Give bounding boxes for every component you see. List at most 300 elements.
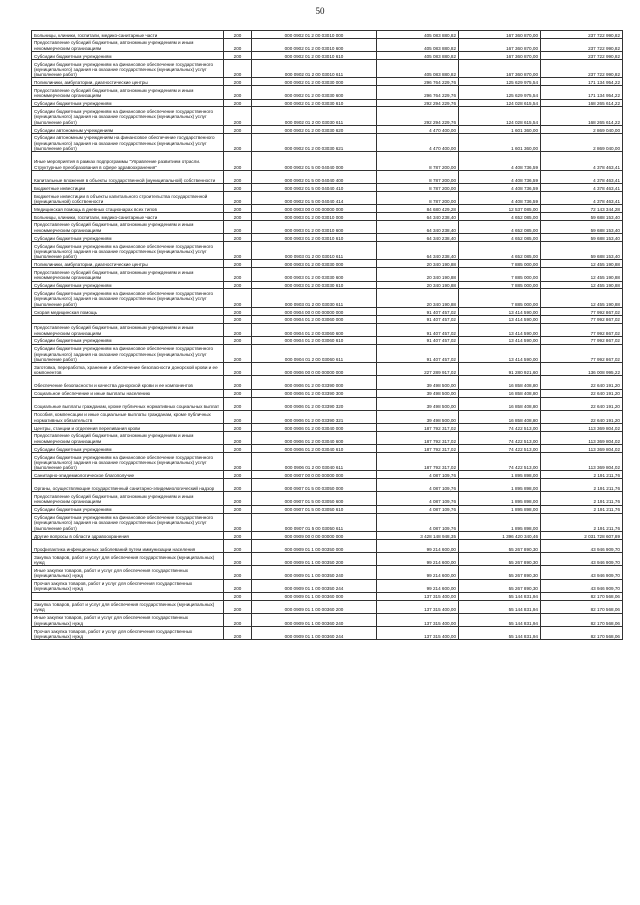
table-row [32, 410, 623, 423]
row-name: Профилактика инфекционных заболеваний путем иммунизации населения [32, 539, 224, 552]
row-approved: 91 407 457,02 [377, 323, 459, 336]
row-name: Скорая медицинская помощь [32, 307, 224, 315]
table-row [32, 184, 623, 192]
row-unexecuted: 2 191 211,76 [541, 492, 623, 505]
row-line-code: 200 [224, 513, 252, 532]
row-executed: 13 414 590,00 [459, 307, 541, 315]
row-name: Социальные выплаты гражданам, кроме публичных нормативных социальных выплат [32, 397, 224, 410]
row-unexecuted: 4 378 463,41 [541, 184, 623, 192]
table-row [32, 513, 623, 532]
row-class-code: 000 0903 01 2 00 03030 000 [252, 260, 377, 268]
table-row [32, 86, 623, 99]
table-row [32, 191, 623, 204]
row-line-code: 200 [224, 170, 252, 183]
row-approved: 39 498 500,00 [377, 389, 459, 397]
table-row [32, 52, 623, 60]
row-executed: 167 360 870,00 [459, 31, 541, 39]
row-approved: 4 470 400,00 [377, 133, 459, 152]
row-executed: 7 885 000,00 [459, 260, 541, 268]
row-line-code: 200 [224, 363, 252, 376]
row-line-code: 200 [224, 281, 252, 289]
row-unexecuted: 168 265 614,22 [541, 99, 623, 107]
table-row [32, 133, 623, 152]
row-name: Субсидии бюджетным учреждениям [32, 505, 224, 513]
row-name: Иные закупки товаров, работ и услуг для обеспечения государственных (муниципальных) нужд [32, 566, 224, 579]
row-unexecuted: 22 640 191,20 [541, 376, 623, 389]
row-approved: 405 083 880,82 [377, 31, 459, 39]
row-class-code: 000 0902 01 5 00 04040 414 [252, 191, 377, 204]
table-row [32, 344, 623, 363]
table-row [32, 289, 623, 308]
row-class-code: 000 0903 01 2 00 03010 600 [252, 220, 377, 233]
row-approved: 8 787 200,00 [377, 191, 459, 204]
row-class-code: 000 0902 01 2 00 03010 600 [252, 38, 377, 51]
table-row [32, 363, 623, 376]
row-executed: 4 652 085,00 [459, 234, 541, 242]
row-name: Иные мероприятия в рамках подпрограммы "Управление развитием отрасли. Структурные преобразования в сфере здравоохранения" [32, 152, 224, 171]
row-line-code: 200 [224, 107, 252, 126]
row-line-code: 200 [224, 59, 252, 78]
row-class-code: 000 0904 00 0 00 00000 000 [252, 307, 377, 315]
row-executed: 1 895 898,00 [459, 513, 541, 532]
row-line-code: 200 [224, 532, 252, 540]
row-class-code: 000 0907 01 5 00 03050 611 [252, 513, 377, 532]
row-executed: 4 408 736,59 [459, 152, 541, 171]
row-approved: 4 087 109,76 [377, 471, 459, 479]
row-line-code: 200 [224, 579, 252, 592]
budget-table [31, 30, 623, 640]
row-executed: 16 858 408,80 [459, 376, 541, 389]
row-approved: 405 083 880,82 [377, 38, 459, 51]
row-name: Иные закупки товаров, работ и услуг для обеспечения государственных (муниципальных) нужд [32, 613, 224, 626]
row-name: Заготовка, переработка, хранение и обеспечение безопасности донорской крови и ее компонентов [32, 363, 224, 376]
row-name: Субсидии бюджетным учреждениям на финансовое обеспечение государственного (муниципального) задания на оказание государственных (муниципальных) услуг (выполнение работ) [32, 344, 224, 363]
row-class-code: 000 0902 01 2 00 03030 600 [252, 86, 377, 99]
row-approved: 4 087 109,76 [377, 492, 459, 505]
row-line-code: 200 [224, 241, 252, 260]
row-unexecuted: 43 946 909,70 [541, 553, 623, 566]
row-approved: 4 087 109,76 [377, 513, 459, 532]
row-line-code: 200 [224, 86, 252, 99]
table-row [32, 31, 623, 39]
table-row [32, 431, 623, 444]
row-line-code: 200 [224, 336, 252, 344]
row-approved: 64 340 238,40 [377, 220, 459, 233]
row-name: Закупка товаров, работ и услуг для обеспечения государственных (муниципальных) нужд [32, 600, 224, 613]
row-line-code: 200 [224, 389, 252, 397]
table-row [32, 107, 623, 126]
row-approved: 20 340 190,88 [377, 281, 459, 289]
row-executed: 74 422 513,00 [459, 452, 541, 471]
row-line-code: 200 [224, 492, 252, 505]
row-unexecuted: 77 992 867,02 [541, 315, 623, 323]
row-class-code: 000 0903 01 2 00 03010 000 [252, 212, 377, 220]
row-executed: 13 414 590,00 [459, 336, 541, 344]
row-executed: 91 280 921,60 [459, 363, 541, 376]
row-name: Субсидии бюджетным учреждениям на финансовое обеспечение государственного (муниципального) задания на оказание государственных (муниципальных) услуг (выполнение работ) [32, 107, 224, 126]
row-unexecuted: 43 946 909,70 [541, 566, 623, 579]
row-name: Предоставление субсидий бюджетным, автономным учреждениям и иным некоммерческим организациям [32, 38, 224, 51]
row-line-code: 200 [224, 445, 252, 453]
row-line-code: 200 [224, 397, 252, 410]
table-row [32, 59, 623, 78]
row-class-code: 000 0906 01 2 00 03040 600 [252, 431, 377, 444]
row-unexecuted: 22 640 191,20 [541, 389, 623, 397]
row-unexecuted: 22 640 191,20 [541, 397, 623, 410]
row-unexecuted: 113 369 804,02 [541, 452, 623, 471]
row-class-code: 000 0903 01 2 00 03010 610 [252, 234, 377, 242]
row-executed: 55 144 831,94 [459, 626, 541, 639]
row-approved: 405 083 880,82 [377, 59, 459, 78]
row-class-code: 000 0902 01 2 00 03030 620 [252, 125, 377, 133]
row-line-code: 200 [224, 152, 252, 171]
row-executed: 125 629 975,54 [459, 86, 541, 99]
row-class-code: 000 0909 01 1 00 00350 240 [252, 566, 377, 579]
row-unexecuted: 82 170 568,06 [541, 600, 623, 613]
row-approved: 4 087 109,76 [377, 479, 459, 492]
row-executed: 7 885 000,00 [459, 268, 541, 281]
table-row [32, 260, 623, 268]
row-executed: 16 858 408,80 [459, 397, 541, 410]
row-name: Предоставление субсидий бюджетным, автономным учреждениям и иным некоммерческим организациям [32, 268, 224, 281]
row-executed: 1 601 360,00 [459, 125, 541, 133]
table-row [32, 445, 623, 453]
row-unexecuted: 2 031 728 607,89 [541, 532, 623, 540]
row-approved: 137 315 400,00 [377, 592, 459, 600]
table-row [32, 38, 623, 51]
row-executed: 1 601 360,00 [459, 133, 541, 152]
row-name: Субсидии бюджетным учреждениям [32, 445, 224, 453]
row-line-code: 200 [224, 613, 252, 626]
row-class-code: 000 0909 01 1 00 00350 200 [252, 553, 377, 566]
row-approved: 20 340 190,88 [377, 268, 459, 281]
row-approved: 64 340 238,40 [377, 234, 459, 242]
row-line-code: 200 [224, 31, 252, 39]
row-unexecuted: 43 946 909,70 [541, 539, 623, 552]
row-unexecuted: 2 191 211,76 [541, 505, 623, 513]
row-line-code: 200 [224, 220, 252, 233]
row-line-code: 200 [224, 99, 252, 107]
table-row [32, 532, 623, 540]
row-line-code: 200 [224, 260, 252, 268]
row-executed: 16 858 408,80 [459, 389, 541, 397]
row-name: Субсидии бюджетным учреждениям на финансовое обеспечение государственного (муниципального) задания на оказание государственных (муниципальных) услуг (выполнение работ) [32, 513, 224, 532]
row-unexecuted: 237 722 990,82 [541, 38, 623, 51]
row-executed: 13 414 590,00 [459, 323, 541, 336]
row-unexecuted: 12 455 190,88 [541, 289, 623, 308]
row-name: Поликлиники, амбулатории, диагностические центры [32, 78, 224, 86]
row-class-code: 000 0904 01 2 00 03060 000 [252, 315, 377, 323]
row-executed: 4 408 736,59 [459, 184, 541, 192]
row-line-code: 200 [224, 471, 252, 479]
row-name: Субсидии бюджетным учреждениям [32, 336, 224, 344]
row-class-code: 000 0906 01 2 00 03040 610 [252, 445, 377, 453]
row-executed: 167 360 870,00 [459, 59, 541, 78]
row-approved: 8 787 200,00 [377, 152, 459, 171]
row-unexecuted: 82 170 568,06 [541, 613, 623, 626]
row-executed: 7 885 000,00 [459, 281, 541, 289]
table-row [32, 505, 623, 513]
row-name: Субсидии бюджетным учреждениям [32, 99, 224, 107]
table-row [32, 323, 623, 336]
row-line-code: 200 [224, 431, 252, 444]
row-approved: 99 214 600,00 [377, 579, 459, 592]
table-row [32, 336, 623, 344]
row-executed: 167 360 870,00 [459, 38, 541, 51]
row-class-code: 000 0902 01 2 00 03030 621 [252, 133, 377, 152]
row-executed: 13 414 590,00 [459, 315, 541, 323]
row-executed: 1 895 898,00 [459, 492, 541, 505]
table-row [32, 592, 623, 600]
row-line-code: 200 [224, 626, 252, 639]
row-class-code: 000 0906 01 2 00 03040 000 [252, 423, 377, 431]
row-class-code: 000 0903 01 2 00 03030 600 [252, 268, 377, 281]
row-line-code: 200 [224, 410, 252, 423]
row-executed: 4 652 085,00 [459, 212, 541, 220]
table-row [32, 268, 623, 281]
row-class-code: 000 0904 01 2 00 03060 610 [252, 336, 377, 344]
row-approved: 4 470 400,00 [377, 125, 459, 133]
table-row [32, 170, 623, 183]
row-class-code: 000 0909 01 1 00 00360 200 [252, 600, 377, 613]
row-approved: 3 428 148 948,35 [377, 532, 459, 540]
row-unexecuted: 2 191 211,76 [541, 471, 623, 479]
row-executed: 4 408 736,59 [459, 191, 541, 204]
row-line-code: 200 [224, 184, 252, 192]
table-row [32, 600, 623, 613]
row-executed: 13 414 590,00 [459, 344, 541, 363]
row-approved: 39 498 500,00 [377, 397, 459, 410]
row-approved: 8 787 200,00 [377, 184, 459, 192]
row-approved: 296 764 229,76 [377, 78, 459, 86]
table-row [32, 471, 623, 479]
row-line-code: 200 [224, 191, 252, 204]
row-unexecuted: 12 455 190,88 [541, 281, 623, 289]
row-approved: 64 340 238,40 [377, 241, 459, 260]
row-name: Санитарно-эпидемиологическое благополучие [32, 471, 224, 479]
row-executed: 55 144 831,94 [459, 600, 541, 613]
row-executed: 16 858 408,80 [459, 410, 541, 423]
row-name: Субсидии бюджетным учреждениям [32, 281, 224, 289]
row-class-code: 000 0909 00 0 00 00000 000 [252, 532, 377, 540]
table-row [32, 423, 623, 431]
row-class-code: 000 0909 01 1 00 00360 000 [252, 592, 377, 600]
row-name: Больницы, клиники, госпитали, медико-санитарные части [32, 212, 224, 220]
row-executed: 124 028 615,54 [459, 99, 541, 107]
table-row [32, 553, 623, 566]
row-executed: 4 652 085,00 [459, 220, 541, 233]
row-name: Предоставление субсидий бюджетным, автономным учреждениям и иным некоммерческим организациям [32, 431, 224, 444]
row-line-code: 200 [224, 212, 252, 220]
row-name: Субсидии бюджетным учреждениям на финансовое обеспечение государственного (муниципального) задания на оказание государственных (муниципальных) услуг (выполнение работ) [32, 241, 224, 260]
row-line-code: 200 [224, 289, 252, 308]
row-class-code: 000 0907 01 5 00 03050 600 [252, 492, 377, 505]
row-unexecuted: 77 992 867,02 [541, 344, 623, 363]
row-executed: 4 652 085,00 [459, 241, 541, 260]
table-row [32, 492, 623, 505]
row-unexecuted: 171 134 954,22 [541, 86, 623, 99]
row-name: Субсидии бюджетным учреждениям [32, 52, 224, 60]
row-unexecuted: 237 722 990,82 [541, 52, 623, 60]
row-approved: 64 340 238,40 [377, 212, 459, 220]
row-name: Предоставление субсидий бюджетным, автономным учреждениям и иным некоммерческим организациям [32, 220, 224, 233]
row-unexecuted: 2 869 040,00 [541, 133, 623, 152]
row-unexecuted: 12 455 190,88 [541, 260, 623, 268]
table-row [32, 78, 623, 86]
row-line-code: 200 [224, 125, 252, 133]
table-row [32, 479, 623, 492]
row-class-code: 000 0909 01 1 00 00360 244 [252, 626, 377, 639]
row-name: Органы, осуществляющие государственный санитарно-эпидемиологический надзор [32, 479, 224, 492]
row-class-code: 000 0904 01 2 00 03060 611 [252, 344, 377, 363]
row-line-code: 200 [224, 323, 252, 336]
row-line-code: 200 [224, 566, 252, 579]
row-line-code: 200 [224, 315, 252, 323]
row-name: Субсидии бюджетным учреждениям на финансовое обеспечение государственного (муниципального) задания на оказание государственных (муниципальных) услуг (выполнение работ) [32, 452, 224, 471]
row-name [32, 315, 224, 323]
row-class-code: 000 0906 01 2 00 03390 000 [252, 376, 377, 389]
row-name: Медицинская помощь в дневных стационарах всех типов [32, 205, 224, 213]
row-executed: 1 895 898,00 [459, 505, 541, 513]
row-line-code: 200 [224, 592, 252, 600]
row-class-code: 000 0903 00 0 00 00000 000 [252, 205, 377, 213]
row-unexecuted: 72 143 344,28 [541, 205, 623, 213]
row-name: Предоставление субсидий бюджетным, автономным учреждениям и иным некоммерческим организациям [32, 323, 224, 336]
row-class-code: 000 0906 01 2 00 03390 321 [252, 410, 377, 423]
row-approved: 99 214 600,00 [377, 553, 459, 566]
row-class-code: 000 0909 01 1 00 00350 000 [252, 539, 377, 552]
row-executed: 55 144 831,94 [459, 592, 541, 600]
row-name: Субсидии автономным учреждениям на финансовое обеспечение государственного (муниципального) задания на оказание государственных (муниципальных) услуг (выполнение работ) [32, 133, 224, 152]
row-class-code: 000 0902 01 5 00 04040 410 [252, 184, 377, 192]
row-approved: 99 214 600,00 [377, 566, 459, 579]
row-name: Центры, станции и отделения переливания крови [32, 423, 224, 431]
row-name: Бюджетные инвестиции в объекты капитального строительства государственной (муниципальной) собственности [32, 191, 224, 204]
table-row [32, 389, 623, 397]
row-class-code: 000 0907 01 5 00 03050 000 [252, 479, 377, 492]
table-row [32, 566, 623, 579]
row-line-code: 200 [224, 307, 252, 315]
table-row [32, 626, 623, 639]
row-name: Капитальные вложения в объекты государственной (муниципальной) собственности [32, 170, 224, 183]
row-class-code: 000 0902 01 2 00 03030 610 [252, 99, 377, 107]
budget-table-body [32, 31, 623, 640]
row-line-code: 200 [224, 553, 252, 566]
row-unexecuted: 59 688 153,40 [541, 212, 623, 220]
row-executed: 55 267 890,30 [459, 539, 541, 552]
row-approved: 296 764 229,76 [377, 86, 459, 99]
row-executed: 125 629 975,54 [459, 78, 541, 86]
row-unexecuted: 4 378 463,41 [541, 170, 623, 183]
row-line-code: 200 [224, 452, 252, 471]
row-name: Прочая закупка товаров, работ и услуг для обеспечения государственных (муниципальных) нужд [32, 579, 224, 592]
table-row [32, 125, 623, 133]
row-class-code: 000 0903 01 2 00 03030 610 [252, 281, 377, 289]
row-class-code: 000 0902 01 2 00 03030 000 [252, 78, 377, 86]
row-approved: 4 087 109,76 [377, 505, 459, 513]
row-unexecuted: 237 722 990,82 [541, 59, 623, 78]
table-row [32, 613, 623, 626]
row-unexecuted: 2 869 040,00 [541, 125, 623, 133]
row-approved: 227 289 917,02 [377, 363, 459, 376]
row-approved: 39 498 500,00 [377, 376, 459, 389]
row-class-code: 000 0906 01 2 00 03390 300 [252, 389, 377, 397]
row-name [32, 592, 224, 600]
row-name: Больницы, клиники, госпитали, медико-санитарные части [32, 31, 224, 39]
row-unexecuted: 4 378 463,41 [541, 152, 623, 171]
row-executed: 74 422 513,00 [459, 431, 541, 444]
row-line-code: 200 [224, 539, 252, 552]
row-executed: 1 895 898,00 [459, 471, 541, 479]
row-executed: 55 267 890,30 [459, 579, 541, 592]
row-approved: 187 792 317,02 [377, 431, 459, 444]
table-row [32, 205, 623, 213]
row-class-code: 000 0902 01 2 00 03010 000 [252, 31, 377, 39]
row-unexecuted: 59 688 153,40 [541, 220, 623, 233]
table-row [32, 307, 623, 315]
row-approved: 91 407 457,02 [377, 344, 459, 363]
table-row [32, 315, 623, 323]
row-approved: 405 083 880,82 [377, 52, 459, 60]
row-executed: 1 396 420 340,46 [459, 532, 541, 540]
table-row [32, 452, 623, 471]
row-unexecuted: 43 946 909,70 [541, 579, 623, 592]
row-line-code: 200 [224, 376, 252, 389]
row-unexecuted: 4 378 463,41 [541, 191, 623, 204]
row-class-code: 000 0903 01 2 00 03010 611 [252, 241, 377, 260]
table-row [32, 99, 623, 107]
row-class-code: 000 0907 01 5 00 03050 610 [252, 505, 377, 513]
row-executed: 55 144 831,94 [459, 613, 541, 626]
row-executed: 4 408 736,59 [459, 170, 541, 183]
row-approved: 91 407 457,02 [377, 315, 459, 323]
row-approved: 39 498 500,00 [377, 410, 459, 423]
row-approved: 187 792 317,02 [377, 445, 459, 453]
row-line-code: 200 [224, 423, 252, 431]
row-class-code: 000 0906 01 2 00 03040 611 [252, 452, 377, 471]
row-unexecuted: 113 369 804,02 [541, 431, 623, 444]
row-approved: 187 792 317,02 [377, 452, 459, 471]
row-class-code: 000 0907 00 0 00 00000 000 [252, 471, 377, 479]
row-executed: 124 028 615,54 [459, 107, 541, 126]
row-line-code: 200 [224, 38, 252, 51]
row-line-code: 200 [224, 344, 252, 363]
row-unexecuted: 12 455 190,88 [541, 268, 623, 281]
row-class-code: 000 0903 01 2 00 03030 611 [252, 289, 377, 308]
row-class-code: 000 0902 01 5 00 04040 400 [252, 170, 377, 183]
row-unexecuted: 136 008 995,22 [541, 363, 623, 376]
table-row [32, 397, 623, 410]
row-executed: 55 267 890,30 [459, 553, 541, 566]
row-name: Обеспечение безопасности и качества донорской крови и ее компонентов [32, 376, 224, 389]
row-line-code: 200 [224, 78, 252, 86]
row-unexecuted: 168 265 614,22 [541, 107, 623, 126]
row-approved: 8 787 200,00 [377, 170, 459, 183]
row-class-code: 000 0902 01 5 00 04040 000 [252, 152, 377, 171]
table-row [32, 281, 623, 289]
row-approved: 91 407 457,02 [377, 336, 459, 344]
row-unexecuted: 2 191 211,76 [541, 513, 623, 532]
row-unexecuted: 77 992 867,02 [541, 307, 623, 315]
row-approved: 91 407 457,02 [377, 307, 459, 315]
row-unexecuted: 2 191 211,76 [541, 479, 623, 492]
row-class-code: 000 0906 00 0 00 00000 000 [252, 363, 377, 376]
row-line-code: 200 [224, 505, 252, 513]
row-name: Бюджетные инвестиции [32, 184, 224, 192]
row-approved: 137 315 400,00 [377, 613, 459, 626]
row-approved: 137 315 400,00 [377, 600, 459, 613]
row-unexecuted: 113 369 804,02 [541, 445, 623, 453]
